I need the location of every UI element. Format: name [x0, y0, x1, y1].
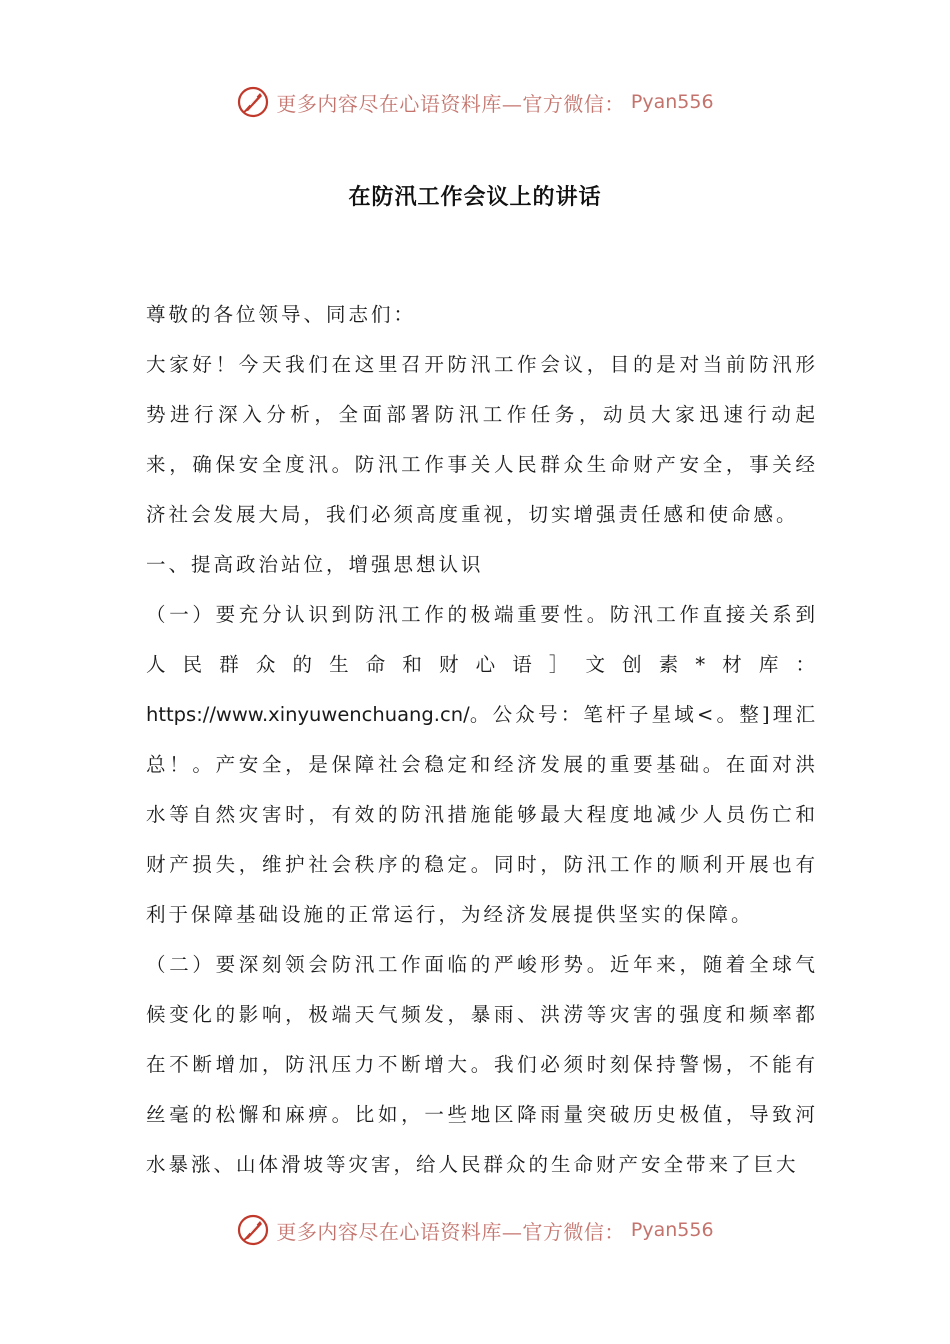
- subsection-1-text-a: （一）要充分认识到防汛工作的极端重要性。防汛工作直接关系到人民群众的生命和财心语］文创素*材库：: [146, 603, 818, 676]
- quill-logo-icon: [236, 85, 270, 119]
- header-wechat-id: Pyan556: [630, 91, 714, 113]
- section-1-heading: 一、提高政治站位，增强思想认识: [146, 553, 484, 576]
- salutation: 尊敬的各位领导、同志们：: [146, 303, 417, 326]
- footer-banner: [0, 1210, 950, 1250]
- document-title: 在防汛工作会议上的讲话: [348, 184, 602, 210]
- intro-paragraph: 大家好！今天我们在这里召开防汛工作会议，目的是对当前防汛形势进行深入分析，全面部署防汛工作任务，动员大家迅速行动起来，确保安全度汛。防汛工作事关人民群众生命财产安全，事关经济社会发展大局，我们必须高度重视，切实增强责任感和使命感。: [146, 353, 818, 526]
- website-url: https://www.xinyuwenchuang.cn/: [146, 703, 470, 726]
- header-banner: [0, 82, 950, 122]
- document-body: [146, 290, 818, 1190]
- footer-wechat-id: Pyan556: [630, 1219, 714, 1241]
- subsection-1-paragraph: [146, 590, 818, 940]
- subsection-2-paragraph: （二）要深刻领会防汛工作面临的严峻形势。近年来，随着全球气候变化的影响，极端天气频发，暴雨、洪涝等灾害的强度和频率都在不断增加，防汛压力不断增大。我们必须时刻保持警惕，不能有丝毫的松懈和麻痹。比如，一些地区降雨量突破历史极值，导致河水暴涨、山体滑坡等灾害，给人民群众的生命财产安全带来了巨大: [146, 953, 818, 1176]
- subsection-1-text-b: 。公众号：笔杆子星域<。整]理汇总！。产安全，是保障社会稳定和经济发展的重要基础。在面对洪水等自然灾害时，有效的防汛措施能够最大程度地减少人员伤亡和财产损失，维护社会秩序的稳定。同时，防汛工作的顺利开展也有利于保障基础设施的正常运行，为经济发展提供坚实的保障。: [146, 703, 818, 926]
- quill-logo-icon: [236, 1213, 270, 1247]
- header-banner-text: 更多内容尽在心语资料库—官方微信：: [276, 91, 625, 116]
- footer-banner-text: 更多内容尽在心语资料库—官方微信：: [276, 1219, 625, 1244]
